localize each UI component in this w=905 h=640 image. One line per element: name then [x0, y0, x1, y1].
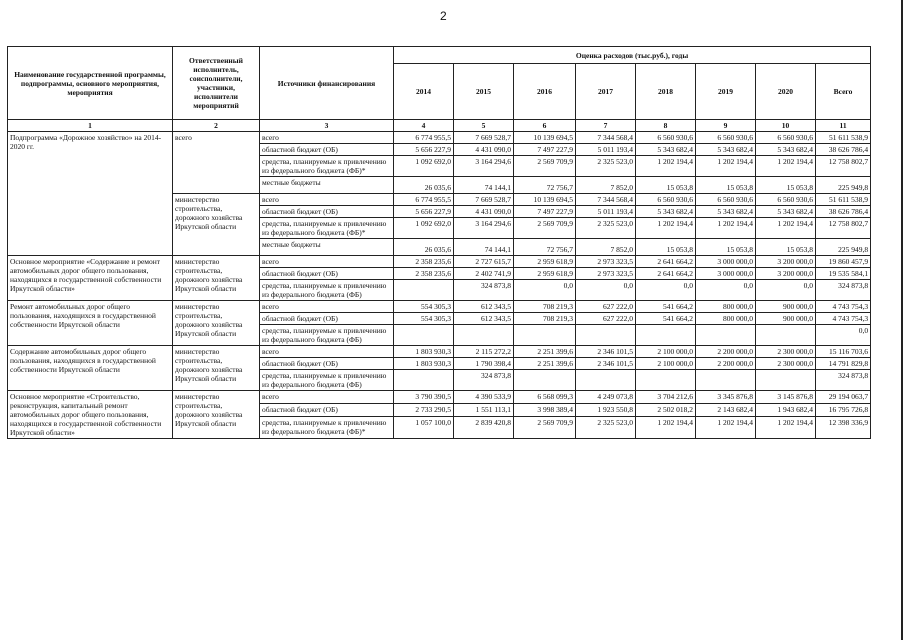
amount-cell: 7 497 227,9 [514, 144, 576, 156]
amount-cell: 900 000,0 [756, 301, 816, 313]
amount-cell: 1 202 194,4 [636, 156, 696, 177]
table-row [8, 256, 871, 268]
amount-cell [576, 370, 636, 391]
amount-cell: 10 139 694,5 [514, 132, 576, 144]
amount-cell: 1 202 194,4 [636, 416, 696, 438]
amount-cell: 51 611 538,9 [816, 194, 871, 206]
amount-cell: 15 053,8 [636, 239, 696, 256]
amount-cell: 7 852,0 [576, 177, 636, 194]
amount-cell: 3 164 294,6 [454, 156, 514, 177]
amount-cell: 6 560 930,6 [636, 132, 696, 144]
amount-cell: 7 344 568,4 [576, 194, 636, 206]
amount-cell [514, 370, 576, 391]
amount-cell [514, 325, 576, 346]
amount-cell: 6 560 930,6 [636, 194, 696, 206]
amount-cell: 627 222,0 [576, 301, 636, 313]
amount-cell: 1 092 692,0 [394, 156, 454, 177]
program-name: Основное мероприятие «Содержание и ремонт автомобильных дорог общего пользования, находящихся в государственной собственности Иркутской области» [8, 256, 173, 301]
funding-source: всего [260, 132, 394, 144]
amount-cell: 708 219,3 [514, 301, 576, 313]
amount-cell: 1 551 113,1 [454, 403, 514, 416]
amount-cell: 72 756,7 [514, 177, 576, 194]
funding-source: областной бюджет (ОБ) [260, 144, 394, 156]
amount-cell: 1 803 930,3 [394, 358, 454, 370]
column-index: 6 [514, 120, 576, 132]
amount-cell: 1 057 100,0 [394, 416, 454, 438]
amount-cell: 12 758 802,7 [816, 156, 871, 177]
amount-cell: 2 502 018,2 [636, 403, 696, 416]
amount-cell [394, 370, 454, 391]
amount-cell: 38 626 786,4 [816, 144, 871, 156]
amount-cell: 2 325 523,0 [576, 416, 636, 438]
amount-cell: 0,0 [576, 280, 636, 301]
amount-cell [454, 325, 514, 346]
amount-cell: 324 873,8 [816, 370, 871, 391]
program-name: Содержание автомобильных дорог общего пользования, находящихся в государственной собственности Иркутской области [8, 346, 173, 391]
header-year: 2016 [514, 64, 576, 120]
funding-source: местные бюджеты [260, 177, 394, 194]
funding-source: всего [260, 346, 394, 358]
amount-cell: 2 839 420,8 [454, 416, 514, 438]
amount-cell: 5 011 193,4 [576, 206, 636, 218]
amount-cell: 6 568 099,3 [514, 391, 576, 404]
column-index: 3 [260, 120, 394, 132]
amount-cell: 2 346 101,5 [576, 358, 636, 370]
amount-cell: 5 343 682,4 [636, 144, 696, 156]
table-row [8, 346, 871, 358]
amount-cell: 2 115 272,2 [454, 346, 514, 358]
amount-cell: 0,0 [696, 280, 756, 301]
amount-cell: 6 560 930,6 [756, 132, 816, 144]
page-number: 2 [440, 9, 447, 23]
amount-cell: 7 344 568,4 [576, 132, 636, 144]
amount-cell: 7 852,0 [576, 239, 636, 256]
amount-cell: 15 053,8 [696, 177, 756, 194]
funding-source: областной бюджет (ОБ) [260, 268, 394, 280]
amount-cell: 1 202 194,4 [696, 416, 756, 438]
expenditure-table [7, 46, 871, 439]
table-row [8, 391, 871, 404]
funding-source: областной бюджет (ОБ) [260, 206, 394, 218]
amount-cell: 2 251 399,6 [514, 346, 576, 358]
amount-cell: 4 431 090,0 [454, 206, 514, 218]
amount-cell: 2 143 682,4 [696, 403, 756, 416]
amount-cell: 7 669 528,7 [454, 194, 514, 206]
program-name: Подпрограмма «Дорожное хозяйство» на 2014-2020 гг. [8, 132, 173, 256]
amount-cell: 3 000 000,0 [696, 268, 756, 280]
amount-cell: 2 300 000,0 [756, 358, 816, 370]
amount-cell: 3 998 389,4 [514, 403, 576, 416]
amount-cell [696, 325, 756, 346]
amount-cell: 15 053,8 [696, 239, 756, 256]
amount-cell: 29 194 063,7 [816, 391, 871, 404]
amount-cell: 3 200 000,0 [756, 268, 816, 280]
funding-source: областной бюджет (ОБ) [260, 358, 394, 370]
amount-cell: 2 358 235,6 [394, 256, 454, 268]
amount-cell: 1 943 682,4 [756, 403, 816, 416]
amount-cell: 7 497 227,9 [514, 206, 576, 218]
amount-cell: 2 641 664,2 [636, 256, 696, 268]
amount-cell: 4 249 073,8 [576, 391, 636, 404]
executor: министерство строительства, дорожного хозяйства Иркутской области [173, 301, 260, 346]
amount-cell: 627 222,0 [576, 313, 636, 325]
funding-source: средства, планируемые к привлечению из федерального бюджета (ФБ)* [260, 218, 394, 239]
amount-cell: 3 704 212,6 [636, 391, 696, 404]
funding-source: средства, планируемые к привлечению из федерального бюджета (ФБ) [260, 280, 394, 301]
amount-cell: 0,0 [636, 280, 696, 301]
amount-cell: 3 145 876,8 [756, 391, 816, 404]
amount-cell: 1 202 194,4 [756, 416, 816, 438]
amount-cell: 1 202 194,4 [696, 218, 756, 239]
amount-cell: 324 873,8 [816, 280, 871, 301]
column-index: 10 [756, 120, 816, 132]
amount-cell [696, 370, 756, 391]
amount-cell: 5 343 682,4 [696, 144, 756, 156]
amount-cell: 3 200 000,0 [756, 256, 816, 268]
executor: министерство строительства, дорожного хозяйства Иркутской области [173, 346, 260, 391]
right-edge-line [901, 0, 903, 640]
amount-cell: 1 202 194,4 [756, 218, 816, 239]
funding-source: средства, планируемые к привлечению из федерального бюджета (ФБ) [260, 370, 394, 391]
amount-cell: 5 343 682,4 [636, 206, 696, 218]
program-name: Ремонт автомобильных дорог общего пользования, находящихся в государственной собственности Иркутской области [8, 301, 173, 346]
amount-cell: 554 305,3 [394, 301, 454, 313]
header-executor: Ответственный исполнитель, соисполнители, участники, исполнители мероприятий [173, 47, 260, 120]
amount-cell: 16 795 726,8 [816, 403, 871, 416]
amount-cell: 4 743 754,3 [816, 313, 871, 325]
column-index: 8 [636, 120, 696, 132]
header-year: 2020 [756, 64, 816, 120]
amount-cell: 5 656 227,9 [394, 206, 454, 218]
amount-cell: 15 053,8 [756, 177, 816, 194]
amount-cell: 4 431 090,0 [454, 144, 514, 156]
header-year: 2018 [636, 64, 696, 120]
amount-cell: 2 200 000,0 [696, 346, 756, 358]
amount-cell: 2 973 323,5 [576, 268, 636, 280]
funding-source: всего [260, 301, 394, 313]
amount-cell: 10 139 694,5 [514, 194, 576, 206]
amount-cell: 324 873,8 [454, 370, 514, 391]
amount-cell: 2 200 000,0 [696, 358, 756, 370]
executor: министерство строительства, дорожного хозяйства Иркутской области [173, 391, 260, 439]
funding-source: местные бюджеты [260, 239, 394, 256]
amount-cell: 1 790 398,4 [454, 358, 514, 370]
amount-cell: 0,0 [514, 280, 576, 301]
amount-cell [576, 325, 636, 346]
amount-cell: 3 790 390,5 [394, 391, 454, 404]
amount-cell: 12 398 336,9 [816, 416, 871, 438]
amount-cell: 2 402 741,9 [454, 268, 514, 280]
amount-cell: 2 727 615,7 [454, 256, 514, 268]
amount-cell: 2 251 399,6 [514, 358, 576, 370]
amount-cell [756, 325, 816, 346]
amount-cell: 612 343,5 [454, 313, 514, 325]
amount-cell: 2 973 323,5 [576, 256, 636, 268]
header-year: Всего [816, 64, 871, 120]
amount-cell [394, 325, 454, 346]
header-year: 2019 [696, 64, 756, 120]
amount-cell: 2 358 235,6 [394, 268, 454, 280]
amount-cell: 6 774 955,5 [394, 194, 454, 206]
amount-cell: 2 325 523,0 [576, 218, 636, 239]
amount-cell: 2 100 000,0 [636, 346, 696, 358]
amount-cell: 225 949,8 [816, 239, 871, 256]
funding-source: средства, планируемые к привлечению из федерального бюджета (ФБ)* [260, 416, 394, 438]
amount-cell: 541 664,2 [636, 313, 696, 325]
amount-cell: 2 959 618,9 [514, 268, 576, 280]
amount-cell: 6 560 930,6 [696, 132, 756, 144]
funding-source: средства, планируемые к привлечению из федерального бюджета (ФБ) [260, 325, 394, 346]
amount-cell: 1 202 194,4 [756, 156, 816, 177]
amount-cell: 15 053,8 [636, 177, 696, 194]
amount-cell: 1 803 930,3 [394, 346, 454, 358]
amount-cell: 800 000,0 [696, 313, 756, 325]
amount-cell: 2 569 709,9 [514, 218, 576, 239]
amount-cell: 1 202 194,4 [636, 218, 696, 239]
funding-source: всего [260, 256, 394, 268]
column-index: 9 [696, 120, 756, 132]
amount-cell: 2 100 000,0 [636, 358, 696, 370]
amount-cell: 3 345 876,8 [696, 391, 756, 404]
amount-cell: 3 164 294,6 [454, 218, 514, 239]
amount-cell: 3 000 000,0 [696, 256, 756, 268]
amount-cell: 2 733 290,5 [394, 403, 454, 416]
amount-cell: 554 305,3 [394, 313, 454, 325]
funding-source: средства, планируемые к привлечению из федерального бюджета (ФБ)* [260, 156, 394, 177]
amount-cell: 225 949,8 [816, 177, 871, 194]
header-year: 2015 [454, 64, 514, 120]
amount-cell: 2 325 523,0 [576, 156, 636, 177]
amount-cell: 26 035,6 [394, 177, 454, 194]
amount-cell: 708 219,3 [514, 313, 576, 325]
amount-cell: 74 144,1 [454, 177, 514, 194]
amount-cell: 5 343 682,4 [696, 206, 756, 218]
column-index: 4 [394, 120, 454, 132]
header-estimate: Оценка расходов (тыс.руб.), годы [394, 47, 871, 64]
amount-cell: 0,0 [756, 280, 816, 301]
program-name: Основное мероприятие «Строительство, реконструкция, капитальный ремонт автомобильных дорог общего пользования, находящихся в государственной собственности Иркутской области» [8, 391, 173, 439]
table-row [8, 301, 871, 313]
executor: министерство строительства, дорожного хозяйства Иркутской области [173, 194, 260, 256]
amount-cell: 4 390 533,9 [454, 391, 514, 404]
amount-cell: 15 053,8 [756, 239, 816, 256]
amount-cell: 6 560 930,6 [756, 194, 816, 206]
amount-cell: 19 860 457,9 [816, 256, 871, 268]
amount-cell: 800 000,0 [696, 301, 756, 313]
funding-source: областной бюджет (ОБ) [260, 313, 394, 325]
amount-cell [636, 370, 696, 391]
amount-cell: 2 569 709,9 [514, 416, 576, 438]
amount-cell: 5 343 682,4 [756, 144, 816, 156]
amount-cell: 612 343,5 [454, 301, 514, 313]
amount-cell: 5 343 682,4 [756, 206, 816, 218]
header-name: Наименование государственной программы, подпрограммы, основного мероприятия, мероприятия [8, 47, 173, 120]
amount-cell: 74 144,1 [454, 239, 514, 256]
header-year: 2017 [576, 64, 636, 120]
amount-cell: 19 535 584,1 [816, 268, 871, 280]
funding-source: всего [260, 391, 394, 404]
amount-cell: 7 669 528,7 [454, 132, 514, 144]
amount-cell: 0,0 [816, 325, 871, 346]
amount-cell: 2 569 709,9 [514, 156, 576, 177]
amount-cell [394, 280, 454, 301]
amount-cell: 900 000,0 [756, 313, 816, 325]
amount-cell [756, 370, 816, 391]
header-source: Источники финансирования [260, 47, 394, 120]
amount-cell: 14 791 829,8 [816, 358, 871, 370]
funding-source: всего [260, 194, 394, 206]
column-index: 7 [576, 120, 636, 132]
amount-cell: 5 656 227,9 [394, 144, 454, 156]
column-index: 2 [173, 120, 260, 132]
table-row [8, 132, 871, 144]
amount-cell: 4 743 754,3 [816, 301, 871, 313]
amount-cell: 6 774 955,5 [394, 132, 454, 144]
amount-cell: 2 346 101,5 [576, 346, 636, 358]
column-index: 11 [816, 120, 871, 132]
amount-cell: 541 664,2 [636, 301, 696, 313]
amount-cell: 1 923 550,8 [576, 403, 636, 416]
header-year: 2014 [394, 64, 454, 120]
amount-cell: 2 300 000,0 [756, 346, 816, 358]
column-index: 5 [454, 120, 514, 132]
amount-cell: 5 011 193,4 [576, 144, 636, 156]
amount-cell: 2 959 618,9 [514, 256, 576, 268]
amount-cell: 1 202 194,4 [696, 156, 756, 177]
amount-cell: 38 626 786,4 [816, 206, 871, 218]
amount-cell: 6 560 930,6 [696, 194, 756, 206]
executor: министерство строительства, дорожного хозяйства Иркутской области [173, 256, 260, 301]
amount-cell: 2 641 664,2 [636, 268, 696, 280]
amount-cell: 51 611 538,9 [816, 132, 871, 144]
amount-cell: 72 756,7 [514, 239, 576, 256]
executor: всего [173, 132, 260, 194]
amount-cell: 1 092 692,0 [394, 218, 454, 239]
funding-source: областной бюджет (ОБ) [260, 403, 394, 416]
amount-cell: 15 116 703,6 [816, 346, 871, 358]
amount-cell: 26 035,6 [394, 239, 454, 256]
column-index: 1 [8, 120, 173, 132]
amount-cell: 12 758 802,7 [816, 218, 871, 239]
amount-cell: 324 873,8 [454, 280, 514, 301]
amount-cell [636, 325, 696, 346]
